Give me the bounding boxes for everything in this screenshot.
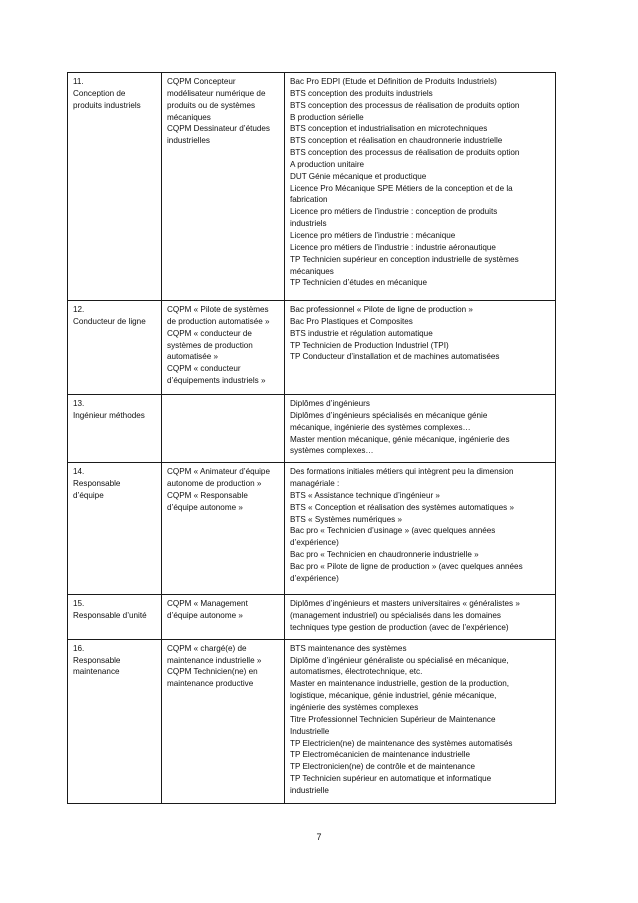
diploma-cell: [285, 639, 556, 803]
cell-line: Diplôme d’ingénieur généraliste ou spécialisé en mécanique,: [290, 655, 509, 665]
cell-line: 13.: [73, 399, 85, 408]
cell-line: Responsable: [73, 655, 121, 665]
cell-line: Industrielle: [290, 726, 330, 736]
cell-line: autonome de production »: [167, 479, 262, 489]
cell-line: maintenance: [73, 667, 120, 677]
cell-line: 11.: [73, 77, 84, 86]
cell-line: BTS conception des processus de réalisation de produits option: [290, 100, 520, 110]
cqpm-cell: [162, 595, 285, 640]
cell-line: CQPM « Management: [167, 599, 248, 609]
cell-line: TP Conducteur d’installation et de machines automatisées: [290, 352, 500, 362]
cell-line: Titre Professionnel Technicien Supérieur de Maintenance: [290, 714, 496, 724]
cell-line: Licence pro métiers de l’industrie : conception de produits: [290, 207, 498, 217]
cell-line: 15.: [73, 599, 85, 609]
cell-line: TP Technicien supérieur en conception industrielle de systèmes: [290, 254, 519, 264]
cell-line: A production unitaire: [290, 159, 365, 169]
cell-line: (management industriel) ou spécialisés dans les domaines: [290, 611, 501, 621]
cell-line: CQPM Concepteur: [167, 77, 236, 86]
cell-line: mécaniques: [167, 112, 211, 122]
cell-line: d’expérience): [290, 573, 339, 583]
cell-line: Bac Pro EDPI (Etude et Définition de Produits Industriels): [290, 77, 497, 86]
cell-line: produits ou de systèmes: [167, 100, 256, 110]
cell-line: BTS conception des processus de réalisation de produits option: [290, 148, 520, 158]
cell-line: mécanique, ingénierie des systèmes complexes…: [290, 422, 471, 432]
cell-line: Diplômes d’ingénieurs: [290, 399, 370, 408]
cell-line: TP Electricien(ne) de maintenance des systèmes automatisés: [290, 738, 513, 748]
cell-line: TP Electronicien(ne) de contrôle et de maintenance: [290, 762, 476, 772]
diploma-cell: [285, 301, 556, 395]
cell-line: automatismes, électrotechnique, etc.: [290, 667, 423, 677]
cell-line: BTS maintenance des systèmes: [290, 643, 407, 653]
cell-line: BTS conception des produits industriels: [290, 88, 433, 98]
cell-line: techniques type gestion de production (avec de l’expérience): [290, 622, 509, 632]
training-table: [67, 72, 556, 804]
cell-line: CQPM « conducteur de: [167, 328, 252, 338]
job-cell: [68, 301, 162, 395]
cell-line: CQPM « Pilote de systèmes: [167, 305, 269, 314]
cell-line: CQPM « Animateur d’équipe: [167, 467, 270, 477]
cell-line: Responsable: [73, 479, 121, 489]
table-body: [68, 73, 556, 804]
cell-line: maintenance industrielle »: [167, 655, 262, 665]
cell-line: d’équipe autonome »: [167, 611, 243, 621]
table-row: [68, 395, 556, 463]
cell-line: d’équipe: [73, 490, 104, 500]
cqpm-cell: [162, 463, 285, 595]
page-number: 7: [316, 832, 322, 842]
cell-line: fabrication: [290, 195, 328, 205]
diploma-cell: [285, 395, 556, 463]
cell-line: BTS « Systèmes numériques »: [290, 514, 402, 524]
cell-line: d’expérience): [290, 538, 339, 548]
job-cell: [68, 463, 162, 595]
cell-line: Bac pro « Pilote de ligne de production » (avec quelques années: [290, 561, 523, 571]
job-cell: [68, 639, 162, 803]
cell-line: B production sérielle: [290, 112, 364, 122]
cell-line: Bac Pro Plastiques et Composites: [290, 316, 413, 326]
diploma-cell: [285, 73, 556, 301]
cell-line: TP Technicien de Production Industriel (TPI): [290, 340, 449, 350]
cell-line: Des formations initiales métiers qui intègrent peu la dimension: [290, 467, 514, 477]
cell-line: BTS conception et réalisation en chaudronnerie industrielle: [290, 136, 503, 146]
job-cell: [68, 595, 162, 640]
diploma-cell: [285, 595, 556, 640]
table-row: [68, 639, 556, 803]
cell-line: Bac professionnel « Pilote de ligne de production »: [290, 305, 473, 314]
cell-line: BTS conception et industrialisation en microtechniques: [290, 124, 488, 134]
cell-line: Diplômes d’ingénieurs spécialisés en mécanique génie: [290, 410, 488, 420]
cell-line: 12.: [73, 305, 85, 314]
cell-line: Conducteur de ligne: [73, 316, 146, 326]
cell-line: Bac pro « Technicien d’usinage » (avec quelques années: [290, 526, 496, 536]
cell-line: CQPM « Responsable: [167, 490, 248, 500]
cell-line: BTS « Conception et réalisation des systèmes automatiques »: [290, 502, 515, 512]
cell-line: Licence pro métiers de l’industrie : mécanique: [290, 230, 456, 240]
cell-line: CQPM Dessinateur d’études: [167, 124, 270, 134]
table-row: [68, 73, 556, 301]
cell-line: industrielle: [290, 785, 329, 795]
cell-line: Bac pro « Technicien en chaudronnerie industrielle »: [290, 550, 479, 560]
cell-line: systèmes complexes…: [290, 446, 374, 456]
cell-line: BTS industrie et régulation automatique: [290, 328, 433, 338]
cell-line: maintenance productive: [167, 679, 254, 689]
cell-line: Master mention mécanique, génie mécanique, ingénierie des: [290, 434, 510, 444]
cell-line: CQPM « conducteur: [167, 364, 241, 374]
cell-line: automatisée »: [167, 352, 219, 362]
cell-line: Diplômes d’ingénieurs et masters universitaires « généralistes »: [290, 599, 520, 609]
cell-line: 14.: [73, 467, 85, 477]
cell-line: CQPM Technicien(ne) en: [167, 667, 258, 677]
cell-line: industriels: [290, 219, 327, 229]
cell-line: industrielles: [167, 136, 210, 146]
job-cell: [68, 73, 162, 301]
cell-line: CQPM « chargé(e) de: [167, 643, 247, 653]
cell-line: Licence pro métiers de l’industrie : industrie aéronautique: [290, 242, 496, 252]
cell-line: Ingénieur méthodes: [73, 410, 145, 420]
cqpm-cell: [162, 639, 285, 803]
cell-line: TP Technicien supérieur en automatique et informatique: [290, 774, 492, 784]
diploma-cell: [285, 463, 556, 595]
table-row: [68, 301, 556, 395]
cell-line: d’équipements industriels »: [167, 376, 266, 386]
cqpm-cell: [162, 73, 285, 301]
table-row: [68, 463, 556, 595]
cell-line: TP Technicien d’études en mécanique: [290, 278, 428, 288]
cell-line: d’équipe autonome »: [167, 502, 243, 512]
cell-line: Licence Pro Mécanique SPE Métiers de la conception et de la: [290, 183, 513, 193]
cell-line: managériale :: [290, 479, 340, 489]
table-row: [68, 595, 556, 640]
cell-line: modélisateur numérique de: [167, 88, 266, 98]
cell-line: logistique, mécanique, génie industriel, génie mécanique,: [290, 691, 497, 701]
cell-line: produits industriels: [73, 100, 141, 110]
cell-line: Responsable d’unité: [73, 611, 147, 621]
cqpm-cell: [162, 301, 285, 395]
cell-line: ingénierie des systèmes complexes: [290, 702, 419, 712]
cell-line: mécaniques: [290, 266, 334, 276]
cell-line: systèmes de production: [167, 340, 253, 350]
cell-line: 16.: [73, 643, 85, 653]
cell-line: TP Electromécanicien de maintenance industrielle: [290, 750, 471, 760]
cell-line: BTS « Assistance technique d’ingénieur »: [290, 490, 440, 500]
cell-line: Conception de: [73, 88, 126, 98]
cell-line: de production automatisée »: [167, 316, 270, 326]
cell-line: Master en maintenance industrielle, gestion de la production,: [290, 679, 510, 689]
cell-line: DUT Génie mécanique et productique: [290, 171, 427, 181]
job-cell: [68, 395, 162, 463]
cqpm-cell: [162, 395, 285, 463]
